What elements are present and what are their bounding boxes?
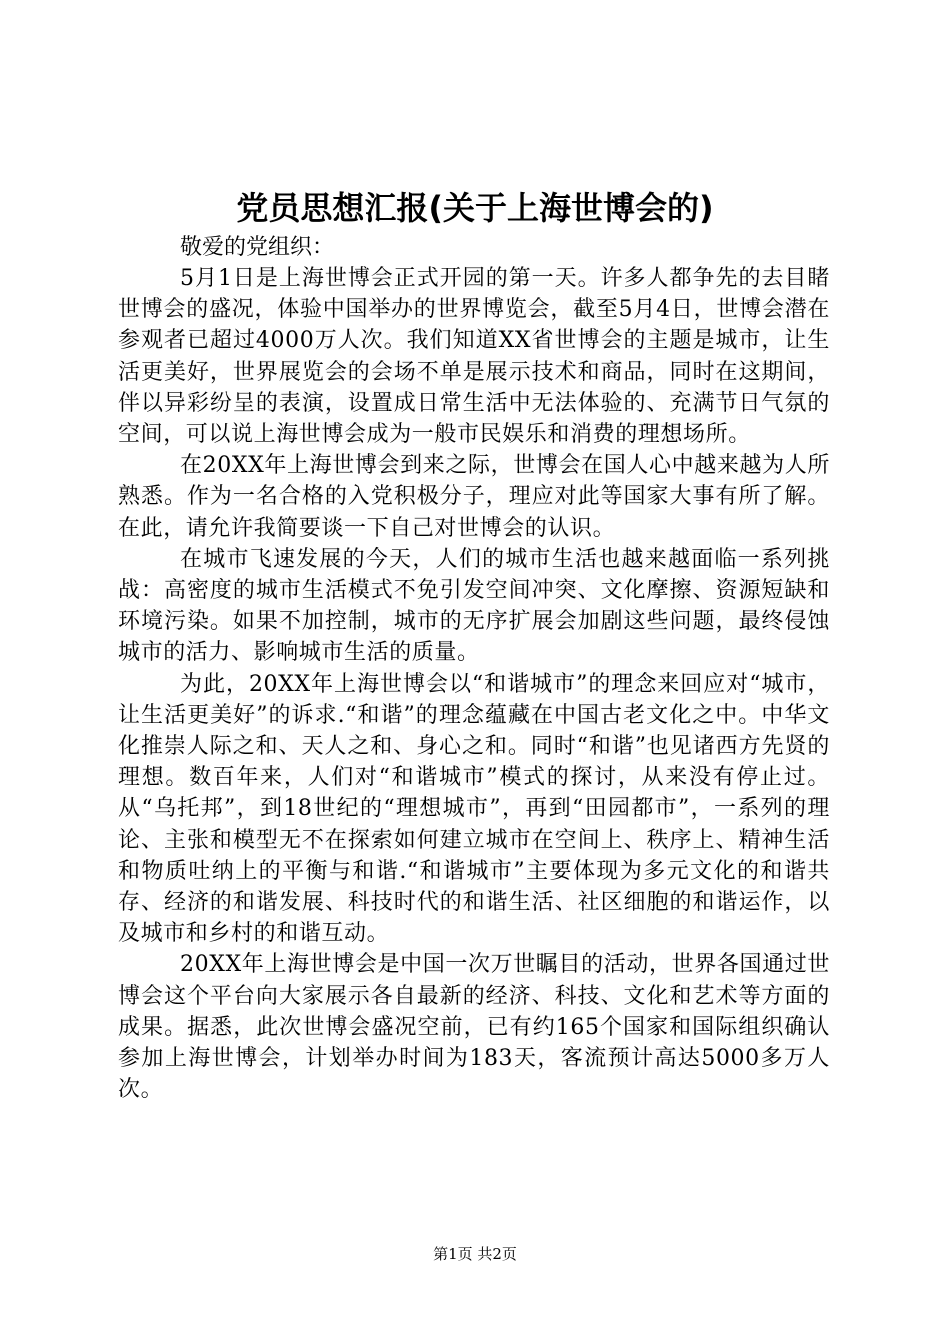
paragraph-1: 5月1日是上海世博会正式开园的第一天。许多人都争先的去目睹世博会的盛况，体验中国举办的世界博览会，截至5月4日，世博会潜在参观者已超过4000万人次。我们知道XX省世博会的主题是城市，让生活更美好，世界展览会的会场不单是展示技术和商品，同时在这期间，伴以异彩纷呈的表演，设置成日常生活中无法体验的、充满节日气氛的空间，可以说上海世博会成为一般市民娱乐和消费的理想场所。 (118, 266, 830, 448)
document-title: 党员思想汇报(关于上海世博会的) (236, 189, 714, 227)
paragraph-5: 20XX年上海世博会是中国一次万世瞩目的活动，世界各国通过世博会这个平台向大家展示各自最新的经济、科技、文化和艺术等方面的成果。据悉，此次世博会盛况空前，已有约165个国家和国际组织确认参加上海世博会，计划举办时间为183天，客流预计高达5000多万人次。 (118, 952, 830, 1103)
salutation: 敬爱的党组织： (180, 235, 335, 260)
page-indicator: 第1页 共2页 (433, 1245, 517, 1263)
paragraph-2: 在20XX年上海世博会到来之际，世博会在国人心中越来越为人所熟悉。作为一名合格的入党积极分子，理应对此等国家大事有所了解。在此，请允许我简要谈一下自己对世博会的认识。 (118, 453, 830, 541)
document-body (118, 232, 830, 1105)
paragraph-3: 在城市飞速发展的今天，人们的城市生活也越来越面临一系列挑战：高密度的城市生活模式不免引发空间冲突、文化摩擦、资源短缺和环境污染。如果不加控制，城市的无序扩展会加剧这些问题，最终侵蚀城市的活力、影响城市生活的质量。 (118, 546, 830, 666)
paragraph-4: 为此，20XX年上海世博会以“和谐城市”的理念来回应对“城市，让生活更美好”的诉求.“和谐”的理念蕴藏在中国古老文化之中。中华文化推崇人际之和、天人之和、身心之和。同时“和谐”也见诸西方先贤的理想。数百年来，人们对“和谐城市”模式的探讨，从来没有停止过。从“乌托邦”，到18世纪的“理想城市”，再到“田园都市”，一系列的理论、主张和模型无不在探索如何建立城市在空间上、秩序上、精神生活和物质吐纳上的平衡与和谐.“和谐城市”主要体现为多元文化的和谐共存、经济的和谐发展、科技时代的和谐生活、社区细胞的和谐运作，以及城市和乡村的和谐互动。 (118, 671, 830, 947)
page-footer (0, 1243, 950, 1265)
